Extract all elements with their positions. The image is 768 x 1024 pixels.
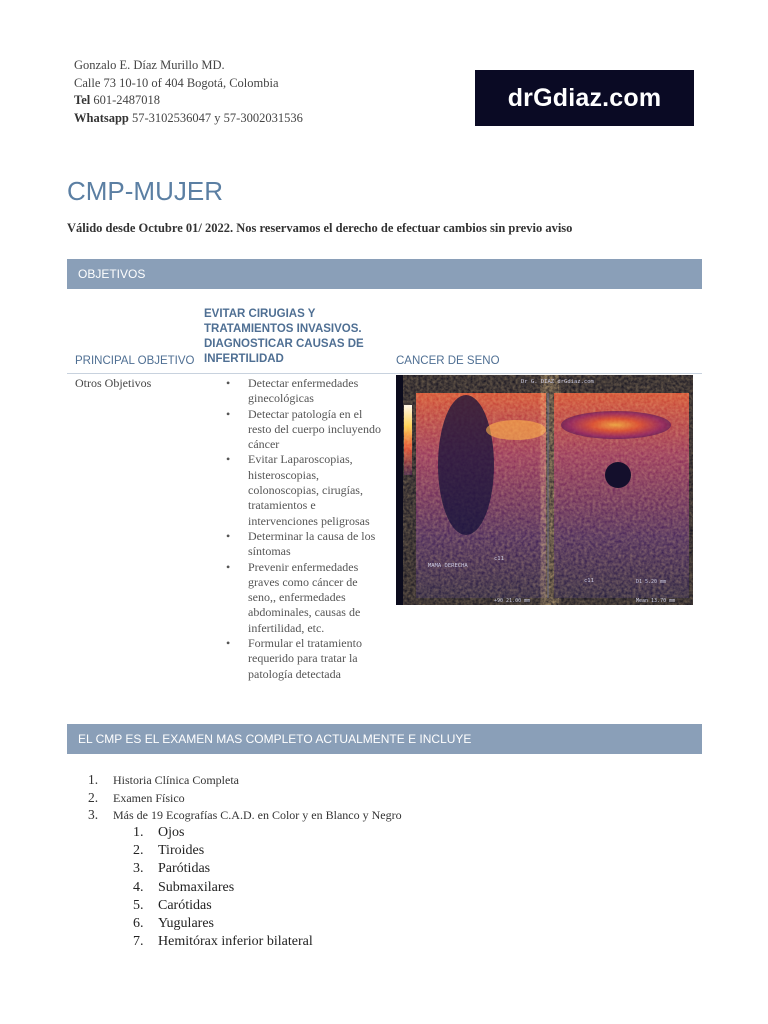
list-item [88,790,402,808]
item-number: 2. [88,789,99,805]
item-number: 7. [133,934,144,950]
list-item: • Detectar patología en el resto del cuerpo incluyendo cáncer [222,407,382,453]
list-item [133,898,313,916]
ultrasound-graphic [396,375,693,605]
ultrasound-sublist [133,825,313,952]
includes-list [88,772,402,825]
page-title: CMP-MUJER [67,176,223,206]
item-number: 5. [133,897,144,913]
item-text: Hemitórax inferior bilateral [158,934,313,950]
list-item [133,825,313,843]
ultrasound-caliper-left: c11 [494,556,504,562]
tel-number: 601-2487018 [93,93,161,107]
list-item [88,807,402,825]
table-divider [67,373,702,374]
validity-notice: Válido desde Octubre 01/ 2022. Nos reservamos el derecho de efectuar cambios sin previo aviso [67,221,573,235]
list-item: • Evitar Laparoscopias, histeroscopias, colonoscopias, cirugías, tratamientos e intervenciones peligrosas [222,452,382,528]
item-number: 3. [133,861,144,877]
col-header-main-objective: PRINCIPAL OBJETIVO [75,355,195,367]
includes-band [67,724,702,754]
whatsapp-line [74,110,303,128]
item-number: 1. [133,825,144,840]
phone-line [74,92,303,110]
site-logo[interactable] [475,70,694,126]
objectives-list [222,376,382,682]
whatsapp-label: Whatsapp [74,110,129,125]
list-item: • Prevenir enfermedades graves como cáncer de seno,, enfermedades abdominales, causas de infertilidad, etc. [222,560,382,636]
ultrasound-caliper-right: c11 [584,578,594,584]
contact-block [74,57,303,127]
ultrasound-side-label: MAMA DERECHA [428,563,468,569]
list-item: • Detectar enfermedades ginecológicas [222,376,382,407]
doctor-name: Gonzalo E. Díaz Murillo MD. [74,58,225,72]
item-number: 3. [88,807,99,822]
list-item [133,861,313,879]
item-text: Parótidas [158,861,211,877]
item-number: 4. [133,879,144,895]
breast-ultrasound-image [396,375,693,605]
ultrasound-mean-readout: Mean 13.70 mm [636,598,676,604]
list-item [133,880,313,898]
ultrasound-d1-readout: D1 5.20 mm [636,579,667,585]
list-item [133,843,313,861]
logo-frame [480,76,689,120]
row-label-other-objectives: Otros Objetivos [75,376,152,390]
list-item: • Determinar la causa de los síntomas [222,529,382,560]
tel-label: Tel [74,93,91,107]
col-header-breast-cancer: CANCER DE SENO [396,355,500,367]
list-item [133,916,313,934]
ultrasound-depth-readout: +90 21.00 mm [494,598,531,604]
ultrasound-header-text: Dr G. DIAZ drGdiaz.com [521,379,594,385]
item-text: Yugulares [158,915,214,931]
col-header-avoid-surgery: EVITAR CIRUGIAS Y TRATAMIENTOS INVASIVOS. DIAGNOSTICAR CAUSAS DE INFERTILIDAD [204,308,364,365]
item-text: Submaxilares [158,879,235,895]
item-text: Examen Físico [113,790,185,805]
address: Calle 73 10-10 of 404 Bogotá, Colombia [74,75,279,90]
whatsapp-numbers: 57-3102536047 y 57-3002031536 [132,110,303,125]
logo-text: drGdiaz.com [507,83,662,112]
item-number: 2. [133,843,144,859]
item-text: Ojos [158,825,185,840]
item-text: Carótidas [158,897,212,913]
item-number: 6. [133,915,144,931]
item-text: Historia Clínica Completa [113,773,239,787]
list-item: • Formular el tratamiento requerido para tratar la patología detectada [222,636,382,682]
objectives-band-label: OBJETIVOS [78,267,146,281]
item-text: Tiroides [158,843,205,859]
item-text: Más de 19 Ecografías C.A.D. en Color y en Blanco y Negro [113,808,402,822]
includes-band-label: EL CMP ES EL EXAMEN MAS COMPLETO ACTUALMENTE E INCLUYE [78,732,472,746]
objectives-band [67,259,702,289]
item-number: 1. [88,772,99,787]
list-item [88,772,402,790]
list-item [133,934,313,952]
